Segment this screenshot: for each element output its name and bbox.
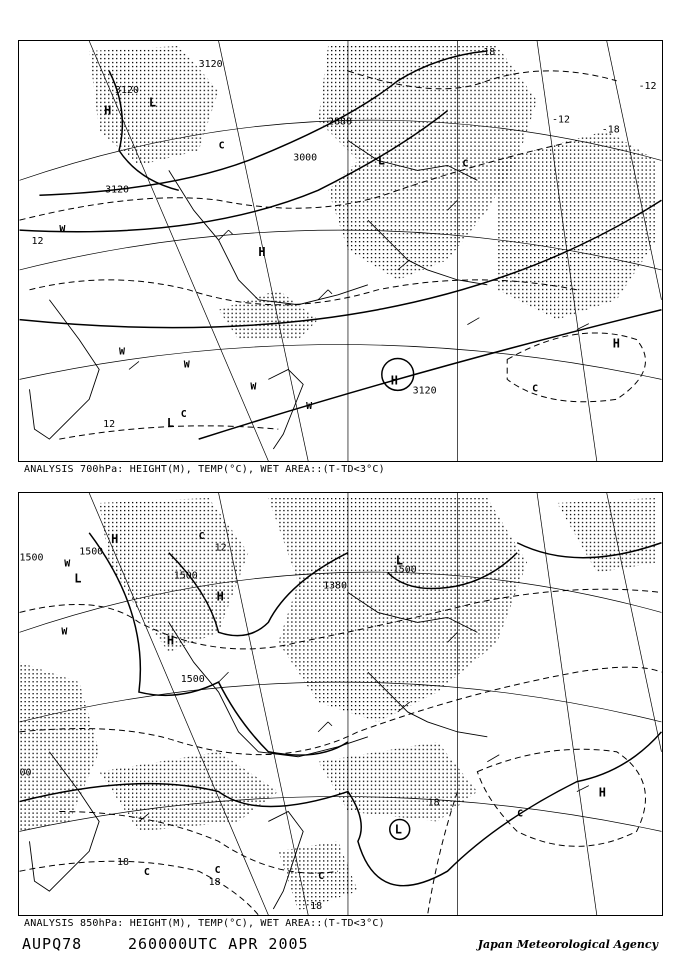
- svg-text:H: H: [166, 633, 175, 648]
- svg-text:3120: 3120: [115, 84, 140, 96]
- svg-text:W: W: [183, 359, 190, 371]
- svg-text:12: 12: [103, 419, 116, 431]
- svg-text:-12: -12: [551, 114, 570, 126]
- svg-text:W: W: [61, 626, 68, 638]
- svg-text:18: 18: [208, 877, 221, 889]
- svg-text:H: H: [598, 785, 606, 800]
- svg-text:L: L: [166, 416, 175, 431]
- svg-text:2880: 2880: [328, 116, 352, 128]
- caption-850hpa: ANALYSIS 850hPa: HEIGHT(M), TEMP(°C), WET AREA::(T-TD<3°C): [24, 918, 385, 929]
- valid-time: 260000UTC APR 2005: [128, 935, 309, 953]
- svg-text:00: 00: [19, 767, 32, 779]
- svg-text:1380: 1380: [323, 580, 348, 592]
- svg-text:W: W: [59, 224, 66, 236]
- svg-text:H: H: [258, 244, 266, 259]
- svg-text:3000: 3000: [293, 152, 318, 164]
- svg-text:W: W: [250, 381, 257, 393]
- svg-text:3120: 3120: [198, 58, 223, 70]
- svg-text:C: C: [218, 140, 225, 152]
- chart-code: AUPQ78: [22, 935, 83, 953]
- svg-text:C: C: [462, 158, 469, 170]
- svg-text:1500: 1500: [180, 674, 205, 686]
- caption-700hpa: ANALYSIS 700hPa: HEIGHT(M), TEMP(°C), WET AREA::(T-TD<3°C): [24, 464, 385, 475]
- svg-text:H: H: [104, 103, 112, 118]
- svg-text:W: W: [306, 401, 313, 413]
- svg-text:18: 18: [310, 901, 323, 913]
- svg-text:C: C: [517, 808, 524, 820]
- svg-text:12: 12: [214, 542, 227, 554]
- agency-name: Japan Meteorological Agency: [477, 938, 658, 951]
- svg-text:1500: 1500: [19, 552, 44, 564]
- svg-text:W: W: [119, 346, 126, 358]
- svg-text:W: W: [64, 558, 71, 570]
- svg-text:-12: -12: [638, 80, 657, 92]
- svg-text:L: L: [377, 153, 386, 168]
- map-850hpa: [19, 493, 662, 915]
- svg-text:C: C: [180, 409, 187, 421]
- wet-area-shading: [89, 46, 656, 340]
- svg-text:H: H: [390, 373, 398, 388]
- svg-text:H: H: [612, 336, 620, 351]
- svg-text:3120: 3120: [105, 184, 130, 196]
- chart-panel-700hpa: [18, 40, 663, 462]
- chart-panel-850hpa: [18, 492, 663, 916]
- svg-text:3120: 3120: [412, 385, 437, 397]
- svg-text:C: C: [318, 871, 325, 883]
- svg-text:C: C: [198, 530, 205, 542]
- svg-text:L: L: [394, 822, 402, 837]
- svg-text:18: 18: [427, 797, 440, 809]
- map-700hpa: [19, 41, 662, 461]
- svg-text:H: H: [111, 531, 119, 546]
- svg-text:18: 18: [117, 857, 130, 869]
- svg-text:L: L: [395, 553, 403, 568]
- svg-text:C: C: [532, 383, 539, 395]
- svg-text:L: L: [74, 571, 82, 586]
- svg-text:L: L: [148, 95, 157, 110]
- svg-text:C: C: [214, 865, 221, 877]
- svg-text:1500: 1500: [173, 570, 198, 582]
- svg-text:1500: 1500: [79, 546, 104, 558]
- svg-text:-18: -18: [601, 124, 620, 136]
- svg-text:H: H: [216, 589, 224, 604]
- svg-text:1500: 1500: [392, 564, 417, 576]
- svg-text:-18: -18: [477, 46, 496, 58]
- wet-area-shading: [20, 498, 657, 911]
- svg-text:12: 12: [31, 236, 44, 248]
- svg-text:C: C: [143, 867, 150, 879]
